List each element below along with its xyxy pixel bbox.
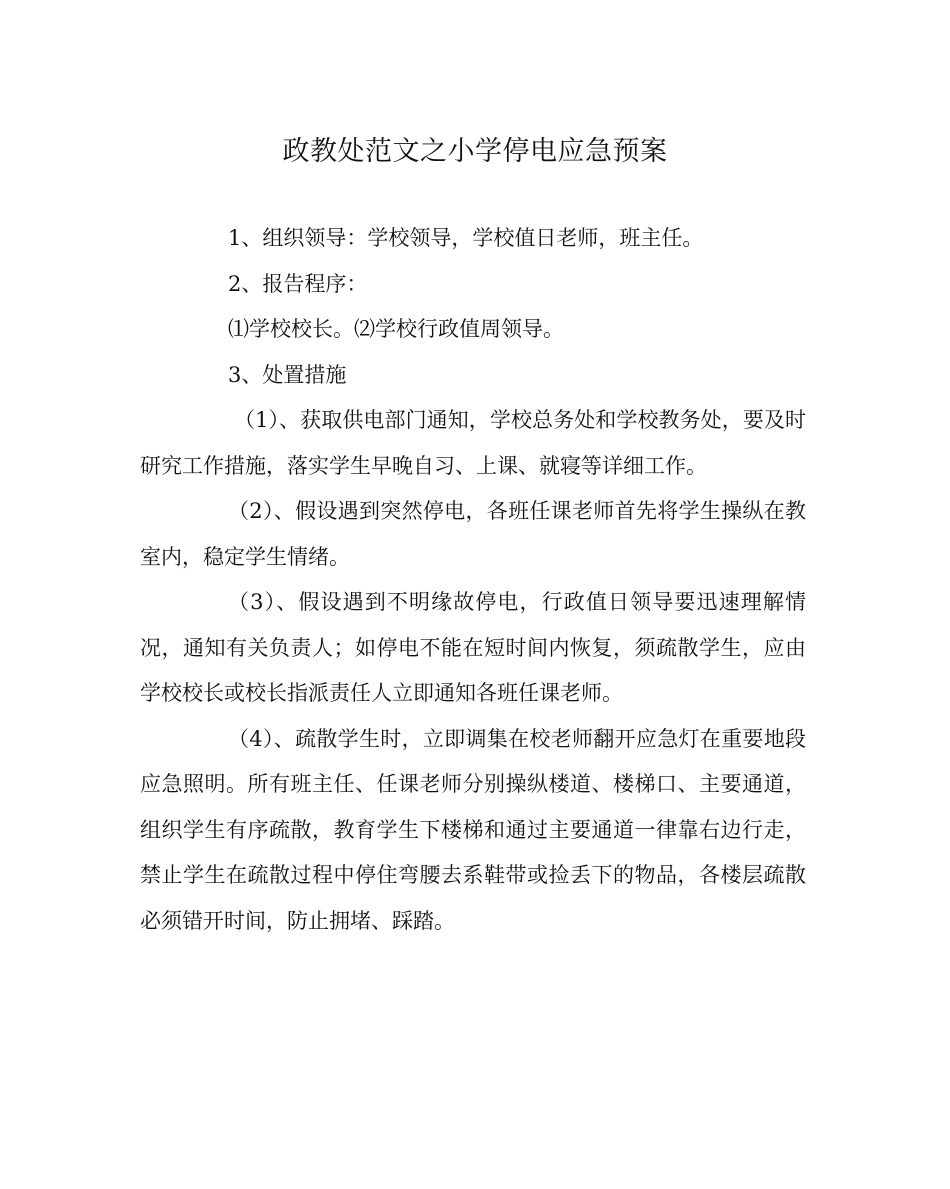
paragraph-measure-2: （2）、假设遇到突然停电，各班任课老师首先将学生操纵在教室内，稳定学生情绪。 xyxy=(140,499,806,569)
paragraph-measure-1: （1）、获取供电部门通知，学校总务处和学校教务处，要及时研究工作措施，落实学生早晚自习、上课、就寝等详细工作。 xyxy=(140,408,806,478)
paragraph-measure-3: （3）、假设遇到不明缘故停电，行政值日领导要迅速理解情况，通知有关负责人；如停电不能在短时间内恢复，须疏散学生，应由学校校长或校长指派责任人立即通知各班任课老师。 xyxy=(140,590,806,705)
document-body xyxy=(140,216,806,944)
paragraph-organization: 1、组织领导：学校领导，学校值日老师，班主任。 xyxy=(228,226,704,250)
document-title: 政教处范文之小学停电应急预案 xyxy=(282,136,668,167)
paragraph-measure-4: （4）、疏散学生时，立即调集在校老师翻开应急灯在重要地段应急照明。所有班主任、任课老师分别操纵楼道、楼梯口、主要通道，组织学生有序疏散，教育学生下楼梯和通过主要通道一律靠右边行走，禁止学生在疏散过程中停住弯腰去系鞋带或捡丢下的物品，各楼层疏散必须错开时间，防止拥堵、踩踏。 xyxy=(140,726,806,933)
paragraph-report-procedure: 2、报告程序： xyxy=(228,271,368,296)
paragraph-report-items: ⑴学校校长。⑵学校行政值周领导。 xyxy=(228,317,564,341)
paragraph-measures-heading: 3、处置措施 xyxy=(228,362,347,387)
